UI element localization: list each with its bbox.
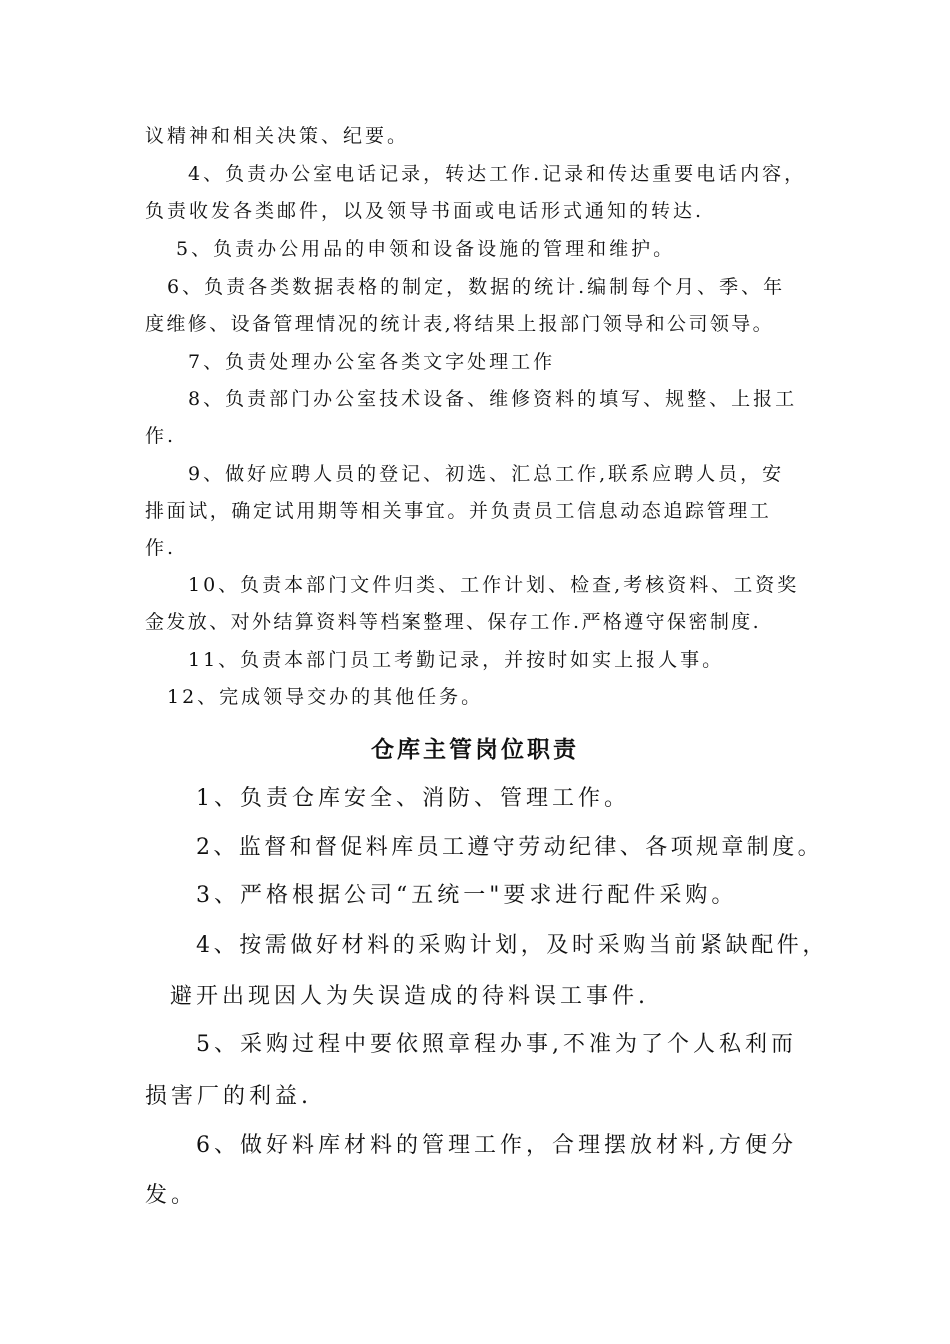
text-line: 3、严格根据公司“五统一"要求进行配件采购。	[196, 883, 738, 908]
text-line: 作.	[145, 425, 177, 447]
text-line: 5、采购过程中要依照章程办事,不准为了个人私利而	[196, 1032, 797, 1057]
text-line: 损害厂的利益.	[145, 1084, 312, 1109]
text-line: 11、负责本部门员工考勤记录，并按时如实上报人事。	[188, 649, 725, 671]
text-line: 作.	[145, 537, 177, 559]
text-line: 议精神和相关决策、纪要。	[145, 125, 410, 147]
section-title: 仓库主管岗位职责	[371, 737, 579, 763]
text-line: 6、负责各类数据表格的制定，数据的统计.编制每个月、季、年	[167, 276, 786, 298]
text-line: 10、负责本部门文件归类、工作计划、检查,考核资料、工资奖	[188, 574, 800, 596]
text-line: 1、负责仓库安全、消防、管理工作。	[196, 786, 630, 811]
text-line: 发。	[145, 1183, 198, 1208]
text-line: 8、负责部门办公室技术设备、维修资料的填写、规整、上报工	[188, 388, 798, 410]
text-line: 12、完成领导交办的其他任务。	[167, 686, 484, 708]
text-line: 4、负责办公室电话记录，转达工作.记录和传达重要电话内容，	[188, 163, 807, 185]
text-line: 7、负责处理办公室各类文字处理工作	[188, 351, 556, 373]
text-line: 金发放、对外结算资料等档案整理、保存工作.严格遵守保密制度.	[145, 611, 762, 633]
text-line: 避开出现因人为失误造成的待料误工事件.	[170, 984, 649, 1009]
text-line: 度维修、设备管理情况的统计表,将结果上报部门领导和公司领导。	[145, 313, 775, 335]
text-line: 2、监督和督促料库员工遵守劳动纪律、各项规章制度。	[196, 835, 823, 860]
text-line: 负责收发各类邮件，以及领导书面或电话形式通知的转达.	[145, 200, 705, 222]
text-line: 4、按需做好材料的采购计划，及时采购当前紧缺配件，	[196, 933, 828, 958]
text-line: 6、做好料库材料的管理工作，合理摆放材料,方便分	[196, 1133, 797, 1158]
text-line: 5、负责办公用品的申领和设备设施的管理和维护。	[176, 238, 676, 260]
text-line: 9、做好应聘人员的登记、初选、汇总工作,联系应聘人员，安	[188, 463, 785, 485]
text-line: 排面试，确定试用期等相关事宜。并负责员工信息动态追踪管理工	[145, 500, 772, 522]
